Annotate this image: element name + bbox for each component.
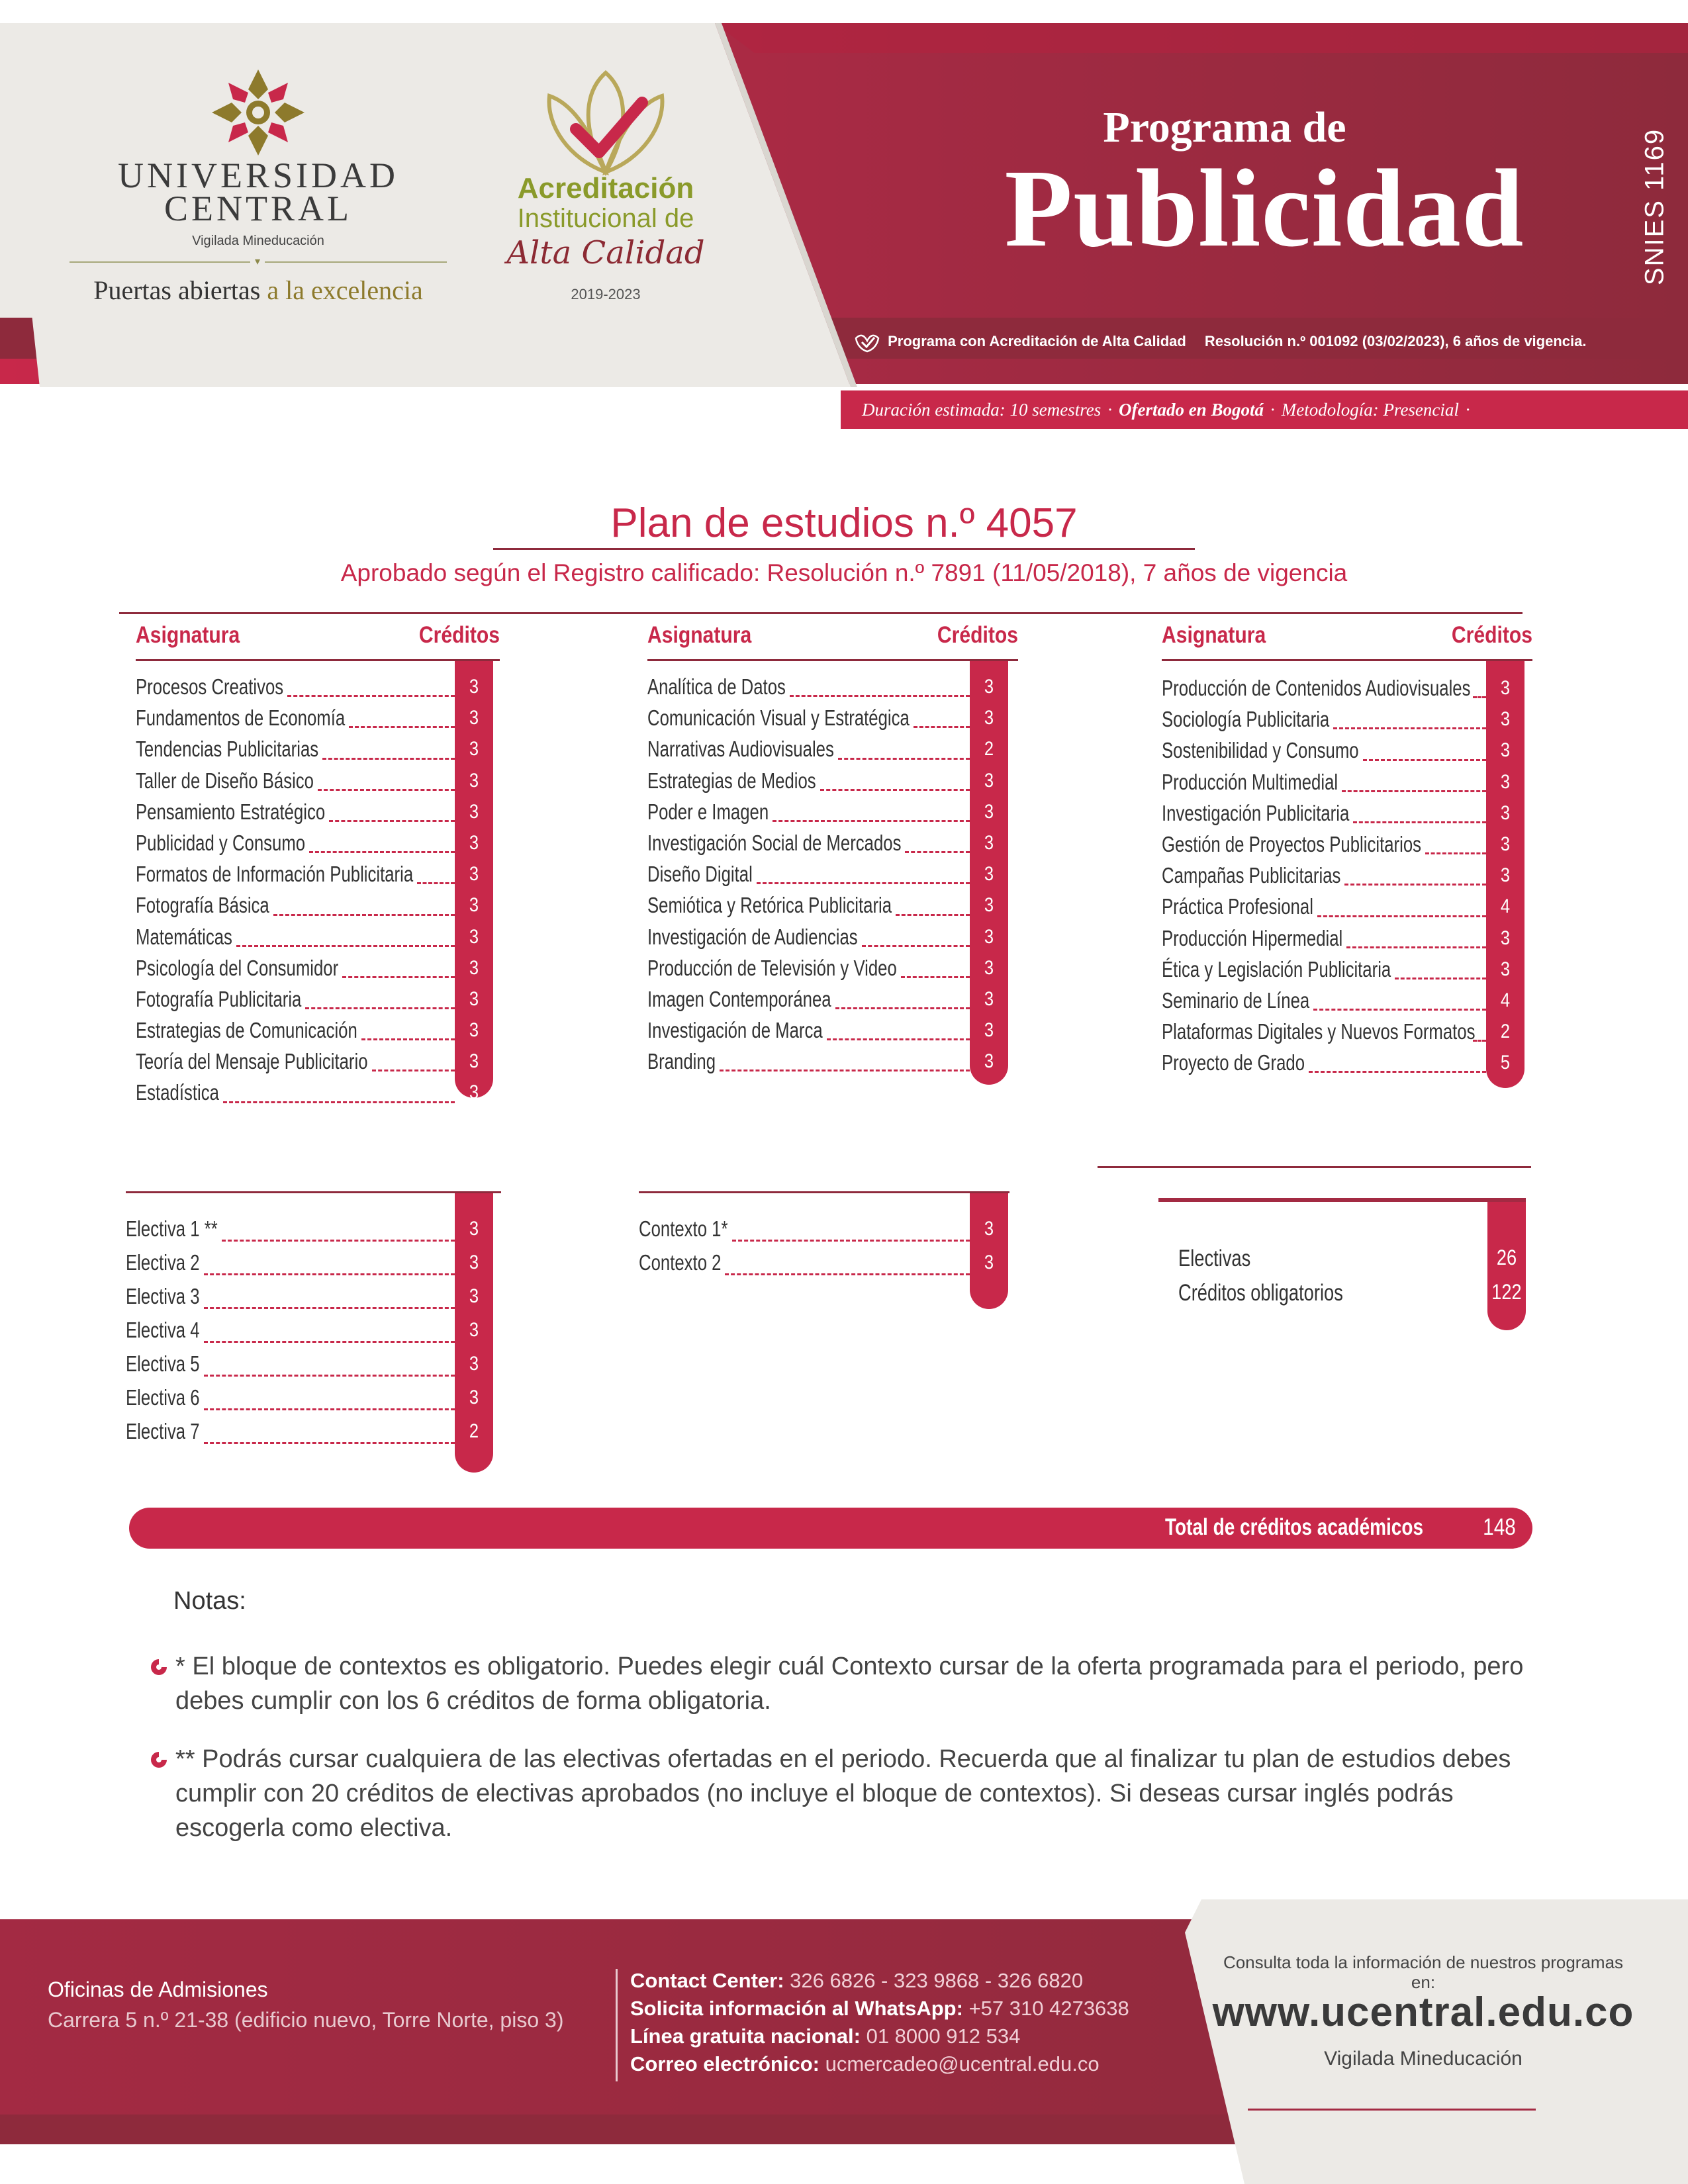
dotted-leader — [287, 695, 455, 697]
column-header-credits: Créditos — [418, 622, 500, 648]
subject-row — [136, 1077, 500, 1108]
subject-credits: 3 — [1500, 958, 1511, 980]
subject-row — [126, 1314, 501, 1348]
subject-row — [647, 858, 1018, 889]
subject-name: Contexto 2 — [639, 1250, 722, 1275]
email-link[interactable]: ucmercadeo@ucentral.edu.co — [825, 2052, 1100, 2075]
subject-name: Publicidad y Consumo — [136, 830, 306, 855]
website-link[interactable]: www.ucentral.edu.co — [1212, 1989, 1634, 2035]
dotted-leader — [329, 820, 455, 822]
summary-rule — [1158, 1198, 1526, 1202]
footer-divider — [616, 1969, 618, 2081]
subject-row — [136, 1046, 500, 1077]
column-header-rule — [1162, 659, 1532, 661]
subject-row — [1162, 704, 1532, 735]
electives-list — [126, 1213, 501, 1449]
subject-credits: 3 — [469, 1081, 479, 1104]
dotted-leader — [318, 789, 455, 791]
subject-credits: 3 — [1500, 833, 1511, 855]
subject-credits: 3 — [469, 1387, 479, 1408]
dotted-leader — [204, 1442, 455, 1444]
note-contexts-text: * El bloque de contextos es obligatorio. Puedes elegir cuál Contexto cursar de la oferta programada para el periodo, pero debes cumplir con los 6 créditos de forma obligatoria. — [175, 1653, 1524, 1715]
dotted-leader — [820, 789, 970, 791]
subject-credits: 3 — [984, 676, 994, 698]
total-credits-label: Total de créditos académicos — [1165, 1514, 1424, 1540]
subject-credits: 3 — [1500, 708, 1511, 731]
total-credits-value: 148 — [1483, 1514, 1516, 1540]
subject-credits: 3 — [984, 894, 994, 917]
column-header-credits: Créditos — [1451, 622, 1532, 648]
subject-row — [647, 733, 1018, 764]
plan-title-rule — [493, 548, 1195, 550]
meta-separator: · — [1465, 400, 1470, 420]
dotted-leader — [862, 945, 970, 947]
whatsapp-label: Solicita información al WhatsApp: — [630, 1997, 963, 2020]
subject-credits: 3 — [469, 707, 479, 729]
university-name-line2: CENTRAL — [164, 189, 352, 228]
subject-row — [1162, 860, 1532, 891]
meta-duration: Duración estimada: 10 semestres — [862, 400, 1102, 420]
subject-credits: 3 — [984, 1019, 994, 1042]
contexts-rule — [639, 1191, 1009, 1193]
subject-credits: 3 — [469, 676, 479, 698]
subject-name: Imagen Contemporánea — [647, 986, 831, 1011]
subject-row — [136, 671, 500, 702]
slogan-part2: a la excelencia — [267, 275, 423, 305]
accreditation-note — [851, 330, 1671, 353]
subject-row — [1162, 985, 1532, 1016]
university-name — [66, 156, 450, 228]
national-line-value[interactable]: 01 8000 912 534 — [866, 2025, 1021, 2048]
subject-credits: 4 — [1500, 989, 1511, 1011]
subject-name: Gestión de Proyectos Publicitarios — [1162, 831, 1422, 856]
subject-row — [1162, 766, 1532, 797]
subject-name: Electiva 6 — [126, 1385, 200, 1410]
subject-credits: 3 — [984, 1218, 994, 1240]
program-prefix: Programa de — [1103, 103, 1346, 152]
subject-credits: 3 — [469, 800, 479, 823]
subject-credits: 3 — [469, 1218, 479, 1240]
dotted-leader — [1395, 978, 1486, 979]
contact-center-label: Contact Center: — [630, 1969, 784, 1992]
subject-name: Investigación Social de Mercados — [647, 830, 902, 855]
subject-credits: 4 — [1500, 895, 1511, 918]
subject-row — [1162, 891, 1532, 922]
subject-row — [136, 952, 500, 983]
column-header-subject: Asignatura — [136, 622, 240, 648]
subject-name: Formatos de Información Publicitaria — [136, 862, 414, 887]
column-header-rule — [647, 659, 1018, 661]
dotted-leader — [838, 758, 970, 760]
dotted-leader — [1353, 821, 1486, 823]
subject-credits: 3 — [469, 1353, 479, 1375]
meta-separator: · — [1270, 400, 1275, 420]
subject-name: Plataformas Digitales y Nuevos Formatos — [1162, 1019, 1476, 1044]
dotted-leader — [1473, 696, 1486, 698]
subject-credits: 3 — [469, 1285, 479, 1307]
electives-rule — [126, 1191, 501, 1193]
subject-credits: 3 — [469, 1251, 479, 1273]
subject-row — [647, 827, 1018, 858]
snies-code — [1628, 126, 1681, 291]
total-credits-bar — [129, 1508, 1532, 1549]
dotted-leader — [305, 1007, 455, 1009]
summary-mandatory-label: Créditos obligatorios — [1178, 1280, 1343, 1306]
subject-name: Pensamiento Estratégico — [136, 799, 326, 824]
subject-credits: 3 — [1500, 864, 1511, 887]
accreditation-note-text: Programa con Acreditación de Alta Calidad — [888, 333, 1186, 349]
dotted-leader — [223, 1101, 455, 1103]
contexts-list — [639, 1213, 1009, 1281]
subject-credits: 3 — [469, 769, 479, 792]
dotted-leader — [222, 1240, 455, 1242]
subject-name: Electiva 5 — [126, 1351, 200, 1376]
dotted-leader — [1363, 759, 1486, 761]
subject-row — [647, 1015, 1018, 1046]
dotted-leader — [1344, 884, 1486, 886]
subject-row — [126, 1247, 501, 1281]
subject-name: Práctica Profesional — [1162, 894, 1313, 919]
subject-name: Producción de Contenidos Audiovisuales — [1162, 676, 1471, 700]
dotted-leader — [1309, 1071, 1486, 1073]
dotted-leader — [342, 976, 455, 978]
subject-row — [136, 827, 500, 858]
column-header-subject: Asignatura — [647, 622, 752, 648]
subject-row — [126, 1416, 501, 1449]
subject-name: Contexto 1* — [639, 1216, 728, 1241]
accreditation-years: 2019-2023 — [571, 286, 641, 302]
column-header-subject: Asignatura — [1162, 622, 1266, 648]
dotted-leader — [901, 976, 970, 978]
subject-credits: 3 — [984, 1050, 994, 1073]
summary-mandatory-value: 122 — [1491, 1280, 1522, 1304]
subject-row — [1162, 923, 1532, 954]
subject-credits: 3 — [1500, 677, 1511, 699]
website-intro: Consulta toda la información de nuestros programas en: — [1223, 1952, 1624, 1992]
check-leaf-icon — [851, 332, 884, 353]
summary-electives-value: 26 — [1496, 1246, 1517, 1269]
dotted-leader — [720, 1069, 970, 1071]
dotted-leader — [204, 1307, 455, 1309]
subject-credits: 5 — [1500, 1052, 1511, 1074]
column-header-rule — [136, 659, 500, 661]
dotted-leader — [204, 1341, 455, 1343]
subject-row — [1162, 954, 1532, 985]
university-logo — [66, 63, 450, 314]
plan-title: Plan de estudios n.º 4057 — [610, 500, 1078, 546]
subject-credits: 3 — [984, 1251, 994, 1273]
subject-row — [136, 921, 500, 952]
subject-credits: 3 — [984, 800, 994, 823]
subject-list — [1162, 672, 1532, 1078]
subject-credits: 3 — [984, 707, 994, 729]
meta-separator: · — [1107, 400, 1112, 420]
dotted-leader — [309, 851, 455, 853]
accreditation-line3: Alta Calidad — [506, 234, 705, 271]
subject-name: Tendencias Publicitarias — [136, 737, 319, 762]
email-label: Correo electrónico: — [630, 2052, 820, 2075]
subject-row — [1162, 829, 1532, 860]
subject-credits: 3 — [1500, 770, 1511, 793]
subject-name: Producción Multimedial — [1162, 769, 1338, 794]
dotted-leader — [1342, 790, 1486, 792]
subject-row — [126, 1281, 501, 1314]
resolution-note-text: Resolución n.º 001092 (03/02/2023), 6 años de vigencia. — [1204, 333, 1587, 349]
note-electives — [149, 1742, 1559, 1848]
subject-row — [647, 671, 1018, 702]
subject-name: Electiva 1 ** — [126, 1216, 218, 1241]
subject-row — [136, 733, 500, 764]
subject-row — [647, 796, 1018, 827]
dotted-leader — [757, 882, 970, 884]
subject-name: Sostenibilidad y Consumo — [1162, 738, 1359, 763]
university-flower-icon — [205, 63, 311, 162]
dotted-leader — [372, 1069, 455, 1071]
subject-credits: 3 — [984, 925, 994, 948]
dotted-leader — [322, 758, 455, 760]
subject-row — [647, 921, 1018, 952]
contact-info — [630, 1967, 1129, 2078]
subject-row — [1162, 797, 1532, 829]
subject-name: Ética y Legislación Publicitaria — [1162, 956, 1391, 981]
summary-mandatory — [1178, 1280, 1526, 1313]
subject-row — [136, 765, 500, 796]
meta-method: Metodología: Presencial — [1281, 400, 1459, 420]
subject-name: Branding — [647, 1049, 716, 1074]
subject-name: Seminario de Línea — [1162, 987, 1310, 1013]
dotted-leader — [1473, 1040, 1486, 1042]
subject-credits: 3 — [984, 863, 994, 886]
dotted-leader — [273, 914, 455, 916]
dotted-leader — [1313, 1009, 1486, 1011]
subject-row — [647, 765, 1018, 796]
subject-credits: 3 — [1500, 739, 1511, 762]
dotted-leader — [204, 1408, 455, 1410]
credits-summary — [1158, 1198, 1526, 1330]
subject-row — [647, 1046, 1018, 1077]
subject-credits: 3 — [469, 1019, 479, 1042]
program-name: Publicidad — [1004, 147, 1524, 270]
dotted-leader — [790, 695, 970, 697]
subject-row — [639, 1213, 1009, 1247]
subject-credits: 3 — [469, 925, 479, 948]
dotted-leader — [204, 1375, 455, 1377]
subject-credits: 3 — [469, 831, 479, 854]
subject-name: Proyecto de Grado — [1162, 1050, 1305, 1075]
accreditation-line1: Acreditación — [517, 172, 694, 205]
dotted-leader — [896, 914, 970, 916]
notes-title: Notas: — [173, 1587, 246, 1615]
subject-credits: 3 — [469, 863, 479, 886]
note-contexts — [149, 1649, 1559, 1722]
subject-name: Electiva 2 — [126, 1250, 200, 1275]
subject-row — [136, 889, 500, 921]
subject-name: Matemáticas — [136, 924, 232, 949]
accreditation-leaf-icon — [530, 66, 682, 179]
subject-credits: 3 — [984, 769, 994, 792]
subject-credits: 3 — [1500, 927, 1511, 949]
contact-center-value[interactable]: 326 6826 - 323 9868 - 326 6820 — [790, 1969, 1084, 1992]
subject-name: Poder e Imagen — [647, 799, 769, 824]
subject-row — [126, 1213, 501, 1247]
subject-credits: 2 — [984, 738, 994, 760]
dotted-leader — [349, 726, 455, 728]
subject-row — [136, 1015, 500, 1046]
plan-subtitle: Aprobado según el Registro calificado: Resolución n.º 7891 (11/05/2018), 7 años de vigencia — [340, 559, 1348, 586]
subject-name: Electiva 3 — [126, 1284, 200, 1308]
subject-name: Producción de Televisión y Video — [647, 955, 897, 980]
subject-row — [1162, 1047, 1532, 1078]
subject-name: Narrativas Audiovisuales — [647, 737, 834, 762]
subject-credits: 3 — [984, 987, 994, 1010]
dotted-leader — [1346, 946, 1486, 948]
summary-electives — [1178, 1246, 1526, 1279]
subject-credits: 3 — [469, 1319, 479, 1341]
whatsapp-value[interactable]: +57 310 4273638 — [968, 1997, 1129, 2020]
subject-name: Comunicación Visual y Estratégica — [647, 705, 910, 731]
national-line-label: Línea gratuita nacional: — [630, 2025, 861, 2048]
subject-name: Analítica de Datos — [647, 674, 786, 699]
subject-credits: 3 — [984, 831, 994, 854]
column3-bottom-rule — [1098, 1166, 1531, 1168]
note-electives-text: ** Podrás cursar cualquiera de las electivas ofertadas en el periodo. Recuerda que al finalizar tu plan de estudios debes cumplir con 20 créditos de electivas aprobados (no incluye el bloque de contextos). Si deseas cursar inglés podrás escogerla como electiva. — [175, 1745, 1511, 1842]
dotted-leader — [204, 1273, 455, 1275]
subject-row — [647, 952, 1018, 983]
subject-name: Semiótica y Retórica Publicitaria — [647, 893, 892, 918]
subject-row — [647, 983, 1018, 1015]
subject-name: Producción Hipermedial — [1162, 925, 1343, 950]
subject-name: Procesos Creativos — [136, 674, 284, 699]
subject-name: Campañas Publicitarias — [1162, 863, 1341, 888]
subject-row — [639, 1247, 1009, 1281]
table-top-rule — [119, 612, 1523, 614]
subject-name: Electiva 7 — [126, 1419, 200, 1443]
dotted-leader — [914, 726, 970, 728]
subject-list — [136, 671, 500, 1109]
subject-row — [126, 1348, 501, 1382]
admissions-title: Oficinas de Admisiones — [48, 1978, 268, 2001]
dotted-leader — [1317, 915, 1486, 917]
subject-credits: 3 — [469, 894, 479, 917]
subject-name: Diseño Digital — [647, 862, 753, 887]
divider-mark-icon: ▾ — [250, 256, 265, 268]
subject-credits: 3 — [469, 1050, 479, 1073]
subject-name: Investigación de Marca — [647, 1018, 823, 1043]
university-vigilada: Vigilada Mineducación — [192, 234, 324, 248]
subject-row — [1162, 1016, 1532, 1047]
subject-credits: 2 — [1500, 1021, 1511, 1043]
dotted-leader — [361, 1038, 455, 1040]
dotted-leader — [835, 1007, 970, 1009]
dotted-leader — [827, 1038, 970, 1040]
subject-name: Taller de Diseño Básico — [136, 768, 314, 793]
subject-row — [136, 858, 500, 889]
bullet-icon — [149, 1657, 169, 1677]
dotted-leader — [236, 945, 455, 947]
subject-credits: 3 — [1500, 801, 1511, 824]
subject-name: Electiva 4 — [126, 1318, 200, 1342]
subject-row — [647, 889, 1018, 921]
subject-name: Sociología Publicitaria — [1162, 707, 1330, 732]
university-slogan — [66, 275, 450, 306]
subject-credits: 2 — [469, 1420, 479, 1442]
dotted-leader — [905, 851, 970, 853]
column-header-credits: Créditos — [937, 622, 1018, 648]
subject-name: Fundamentos de Economía — [136, 705, 346, 731]
dotted-leader — [417, 882, 455, 884]
dotted-leader — [1333, 727, 1486, 729]
subject-list — [647, 671, 1018, 1077]
subject-credits: 3 — [469, 738, 479, 760]
subject-name: Estrategias de Comunicación — [136, 1018, 357, 1043]
subject-name: Estrategias de Medios — [647, 768, 816, 793]
subject-name: Estadística — [136, 1080, 219, 1105]
summary-electives-label: Electivas — [1178, 1246, 1251, 1271]
subject-name: Investigación de Audiencias — [647, 924, 858, 949]
subject-credits: 3 — [469, 956, 479, 979]
subject-name: Fotografía Básica — [136, 893, 269, 918]
snies-text: SNIES 1169 — [1640, 128, 1669, 286]
subject-name: Fotografía Publicitaria — [136, 986, 302, 1011]
accreditation-badge — [493, 66, 718, 318]
slogan-part1: Puertas abiertas — [93, 275, 261, 305]
subject-row — [136, 796, 500, 827]
accreditation-line2: Institucional de — [517, 204, 694, 233]
university-name-line1: UNIVERSIDAD — [118, 156, 399, 195]
subject-row — [136, 983, 500, 1015]
footer-vigilada: Vigilada Mineducación — [1324, 2048, 1523, 2070]
subject-row — [136, 702, 500, 733]
subject-name: Teoría del Mensaje Publicitario — [136, 1049, 368, 1074]
subject-name: Psicología del Consumidor — [136, 955, 339, 980]
meta-offered: Ofertado en Bogotá — [1118, 400, 1264, 420]
subject-row — [126, 1382, 501, 1416]
program-meta-bar — [841, 390, 1688, 429]
dotted-leader — [773, 820, 970, 822]
subject-row — [1162, 735, 1532, 766]
subject-row — [1162, 672, 1532, 704]
footer-rule — [1248, 2109, 1536, 2111]
subject-row — [647, 702, 1018, 733]
bullet-icon — [149, 1750, 169, 1770]
dotted-leader — [725, 1273, 970, 1275]
subject-credits: 3 — [469, 987, 479, 1010]
dotted-leader — [1425, 852, 1486, 854]
dotted-leader — [732, 1240, 970, 1242]
subject-name: Investigación Publicitaria — [1162, 800, 1350, 825]
subject-credits: 3 — [984, 956, 994, 979]
admissions-address: Carrera 5 n.º 21-38 (edificio nuevo, Torre Norte, piso 3) — [48, 2008, 564, 2032]
